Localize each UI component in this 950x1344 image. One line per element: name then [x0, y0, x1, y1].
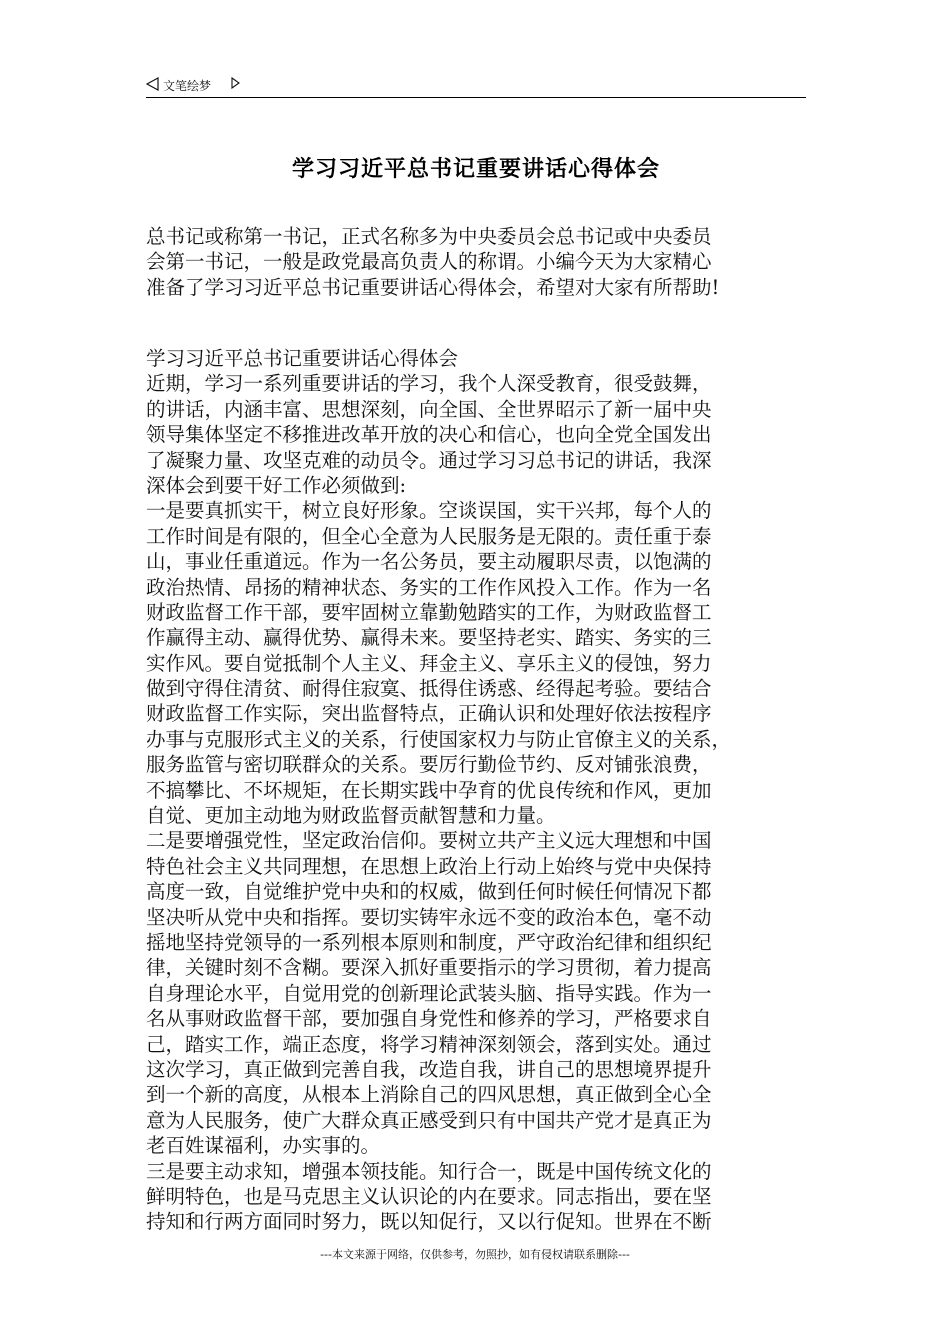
body-line: 到一个新的高度，从根本上消除自己的四风思想，真正做到全心全 [146, 1083, 712, 1107]
body-line: 学习习近平总书记重要讲话心得体会 [146, 347, 459, 370]
header-divider [146, 97, 806, 98]
body-line: 近期，学习一系列重要讲话的学习，我个人深受教育，很受鼓舞， [146, 372, 712, 396]
body-line: 二是要增强党性，坚定政治信仰。要树立共产主义远大理想和中国 [146, 829, 712, 853]
body-line: 做到守得住清贫、耐得住寂寞、抵得住诱惑、经得起考验。要结合 [146, 677, 712, 701]
body-line: 实作风。要自觉抵制个人主义、拜金主义、享乐主义的侵蚀，努力 [146, 651, 712, 675]
header-label: 文笔绘梦 [163, 79, 212, 93]
body-line: 己，踏实工作，端正态度，将学习精神深刻领会，落到实处。通过 [146, 1032, 712, 1056]
body-line: 特色社会主义共同理想，在思想上政治上行动上始终与党中央保持 [146, 854, 712, 878]
body-line: 意为人民服务，使广大群众真正感受到只有中国共产党才是真正为 [146, 1108, 712, 1132]
body-line: 坚决听从党中央和指挥。要切实铸牢永远不变的政治本色，毫不动 [146, 905, 712, 929]
body-line: 的讲话，内涵丰富、思想深刻，向全国、全世界昭示了新一届中央 [146, 397, 712, 421]
intro-line: 总书记或称第一书记，正式名称多为中央委员会总书记或中央委员 [146, 225, 712, 248]
body-line: 三是要主动求知，增强本领技能。知行合一，既是中国传统文化的 [146, 1159, 712, 1183]
intro-paragraph [146, 224, 811, 300]
body-line: 财政监督工作实际，突出监督特点，正确认识和处理好依法按程序 [146, 702, 712, 726]
body-line: 自觉、更加主动地为财政监督贡献智慧和力量。 [146, 804, 556, 828]
footer-disclaimer: ---本文来源于网络，仅供参考，勿照抄，如有侵权请联系删除--- [320, 1248, 630, 1261]
body-line: 作赢得主动、赢得优势、赢得未来。要坚持老实、踏实、务实的三 [146, 626, 712, 650]
triangle-right-icon [231, 77, 240, 92]
body-line: 老百姓谋福利，办实事的。 [146, 1134, 381, 1158]
body-line: 财政监督工作干部，要牢固树立靠勤勉踏实的工作，为财政监督工 [146, 600, 712, 624]
document-title: 学习习近平总书记重要讲话心得体会 [291, 157, 660, 182]
intro-line: 会第一书记，一般是政党最高负责人的称谓。小编今天为大家精心 [146, 250, 712, 274]
triangle-left-icon [146, 77, 159, 94]
body-content [146, 346, 816, 1235]
body-line: 政治热情、昂扬的精神状态、务实的工作作风投入工作。作为一名 [146, 575, 712, 599]
body-line: 自身理论水平，自觉用党的创新理论武装头脑、指导实践。作为一 [146, 981, 712, 1005]
body-line: 深体会到要干好工作必须做到: [146, 473, 407, 497]
body-line: 工作时间是有限的，但全心全意为人民服务是无限的。责任重于泰 [146, 524, 712, 548]
body-line: 服务监管与密切联群众的关系。要厉行勤俭节约、反对铺张浪费， [146, 753, 712, 777]
body-line: 这次学习，真正做到完善自我，改造自我，讲自己的思想境界提升 [146, 1057, 712, 1081]
body-line: 摇地坚持党领导的一系列根本原则和制度，严守政治纪律和组织纪 [146, 930, 712, 954]
body-line: 鲜明特色，也是马克思主义认识论的内在要求。同志指出，要在坚 [146, 1184, 712, 1208]
page-header [146, 74, 806, 96]
body-line: 名从事财政监督干部，要加强自身党性和修养的学习，严格要求自 [146, 1007, 712, 1031]
body-line: 办事与克服形式主义的关系，行使国家权力与防止官僚主义的关系， [146, 727, 732, 751]
body-line: 了凝聚力量、攻坚克难的动员令。通过学习习总书记的讲话，我深 [146, 448, 712, 472]
body-line: 不搞攀比、不坏规矩，在长期实践中孕育的优良传统和作风，更加 [146, 778, 712, 802]
body-line: 持知和行两方面同时努力，既以知促行，又以行促知。世界在不断 [146, 1210, 712, 1234]
body-line: 山，事业任重道远。作为一名公务员，要主动履职尽责，以饱满的 [146, 550, 712, 574]
body-line: 领导集体坚定不移推进改革开放的决心和信心，也向全党全国发出 [146, 423, 712, 447]
body-line: 一是要真抓实干，树立良好形象。空谈误国，实干兴邦，每个人的 [146, 499, 712, 523]
body-line: 律，关键时刻不含糊。要深入抓好重要指示的学习贯彻，着力提高 [146, 956, 712, 980]
body-line: 高度一致，自觉维护党中央和的权威，做到任何时候任何情况下都 [146, 880, 712, 904]
intro-line: 准备了学习习近平总书记重要讲话心得体会，希望对大家有所帮助! [146, 275, 720, 299]
